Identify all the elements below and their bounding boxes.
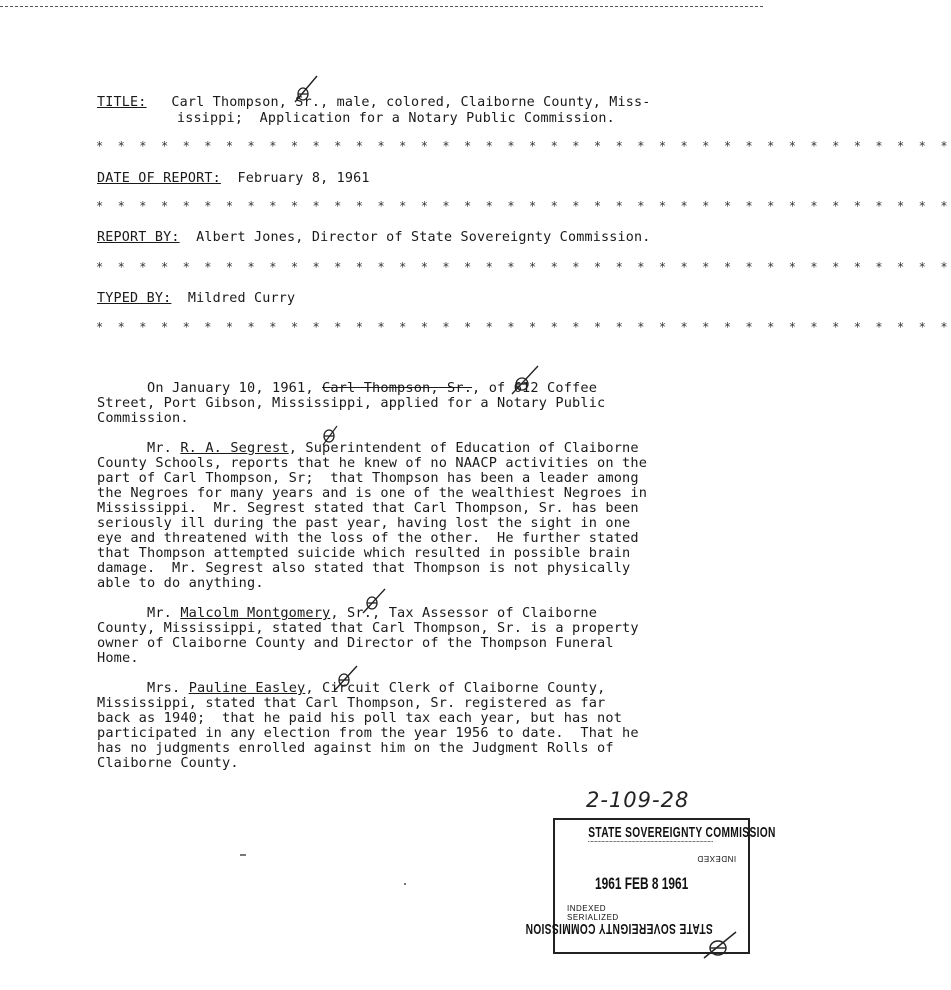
- paragraph-4: [97, 681, 712, 771]
- handwritten-index-mark-icon: [291, 74, 321, 108]
- p1-lead: On January 10, 1961,: [97, 380, 323, 396]
- title-label: TITLE:: [97, 95, 147, 110]
- p4-rest: , Circuit Clerk of Claiborne County, Mississippi, stated that Carl Thompson, Sr. registered as far back as 1940; that he paid his poll tax each year, but has not participated in any election from the year 1956 to date. That he has no judgments enrolled against him on the Judgment Rolls of Claiborne County.: [97, 680, 639, 771]
- handwritten-index-mark-icon: [318, 423, 342, 447]
- paragraph-1: [97, 381, 712, 426]
- p3-lead: Mr.: [97, 605, 181, 621]
- p3-person-name: Malcolm Montgomery: [180, 605, 331, 621]
- title-text-line-1: Carl Thompson, Sr., male, colored, Claiborne County, Miss-: [171, 95, 651, 110]
- stamp-indexed-label: INDEXED: [567, 904, 607, 913]
- date-of-report-line: [97, 171, 370, 186]
- typed-by-line: [97, 291, 295, 306]
- handwritten-index-mark-icon: [508, 364, 542, 398]
- p1-rest: , of 612 Coffee Street, Port Gibson, Mississippi, applied for a Notary Public Commission.: [97, 380, 606, 426]
- stamp-indexed-top: INDEXED: [696, 854, 736, 863]
- handwritten-reference-number: 2-109-28: [586, 788, 690, 812]
- report-by-label: REPORT BY:: [97, 230, 180, 245]
- page-top-dashed-rule: [0, 6, 763, 7]
- title-line-1: [97, 95, 651, 110]
- report-by-line: [97, 230, 651, 245]
- stamp-title: STATE SOVEREIGNTY COMMISSION: [588, 824, 776, 841]
- stamp-date: 1961 FEB 8 1961: [595, 874, 689, 893]
- date-of-report-value: February 8, 1961: [237, 171, 370, 186]
- report-by-value: Albert Jones, Director of State Sovereignty Commission.: [196, 230, 651, 245]
- separator-2: * * * * * * * * * * * * * * * * * * * * * * * * * * * * * * * * * * * * * * * *: [96, 199, 951, 213]
- date-of-report-label: DATE OF REPORT:: [97, 171, 221, 186]
- p2-person-name: R. A. Segrest: [180, 440, 289, 456]
- separator-3: * * * * * * * * * * * * * * * * * * * * * * * * * * * * * * * * * * * * * * * *: [96, 260, 951, 274]
- p4-lead: Mrs.: [97, 680, 189, 696]
- stamp-title-inverted: STATE SOVEREIGNTY COMMISSION: [525, 920, 713, 937]
- scan-speck: [240, 854, 246, 856]
- scan-speck: [404, 883, 406, 885]
- stamp-serialized-label: SERIALIZED: [567, 913, 619, 922]
- handwritten-index-mark-icon: [332, 664, 360, 694]
- p3-rest: , Sr., Tax Assessor of Claiborne County, Mississippi, stated that Carl Thompson, Sr. is a property owner of Claiborne County and Director of the Thompson Funeral Home.: [97, 605, 639, 666]
- separator-1: * * * * * * * * * * * * * * * * * * * * * * * * * * * * * * * * * * * * * * * *: [96, 139, 951, 153]
- p1-subject-name: Carl Thompson, Sr.: [322, 380, 473, 396]
- handwritten-index-mark-icon: [360, 587, 388, 617]
- p2-rest: , Superintendent of Education of Claiborne County Schools, reports that he knew of no NAACP activities on the part of Carl Thompson, Sr; that Thompson has been a leader among the Negroes for many years and is one of the wealthiest Negroes in Mississippi. Mr. Segrest stated that Carl Thompson, Sr. has been seriously ill during the past year, having lost the sight in one eye and threatened with the loss of the other. He further stated that Thompson attempted suicide which resulted in possible brain damage. Mr. Segrest also stated that Thompson is not physically able to do anything.: [97, 440, 648, 591]
- handwritten-stamp-mark-icon: [700, 928, 740, 964]
- separator-4: * * * * * * * * * * * * * * * * * * * * * * * * * * * * * * * * * * * * * * * *: [96, 320, 951, 334]
- title-text-line-2: issippi; Application for a Notary Public Commission.: [177, 111, 615, 126]
- paragraph-3: [97, 606, 712, 666]
- paragraph-2: [97, 441, 712, 591]
- p4-person-name: Pauline Easley: [188, 680, 306, 696]
- typed-by-value: Mildred Curry: [187, 291, 296, 306]
- typed-by-label: TYPED BY:: [97, 291, 172, 306]
- p2-lead: Mr.: [97, 440, 181, 456]
